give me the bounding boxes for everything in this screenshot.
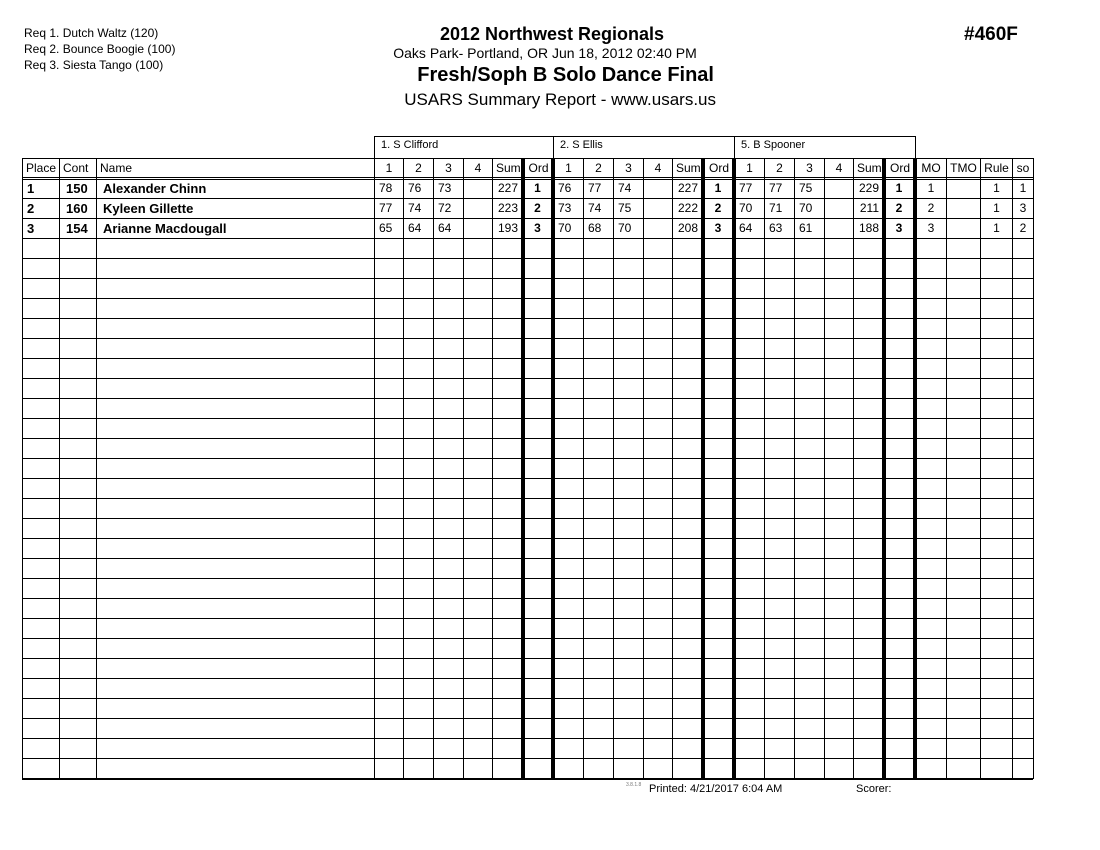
thick-column-divider	[521, 158, 525, 779]
column-header-judge2-s2: 2	[595, 161, 602, 175]
column-divider	[824, 158, 825, 779]
column-header-judge1-s1: 1	[385, 161, 393, 175]
cell-name: Arianne Macdougall	[103, 221, 227, 236]
column-header-judge3-s3: 3	[806, 161, 813, 175]
column-divider	[96, 158, 97, 779]
column-header-judge2-s1: 1	[565, 161, 572, 175]
location-datetime: Oaks Park- Portland, OR Jun 18, 2012 02:40 PM	[393, 45, 697, 61]
cell-judge2-s2: 74	[588, 201, 602, 215]
column-divider	[1012, 158, 1013, 779]
column-divider	[946, 158, 947, 779]
column-divider	[403, 158, 404, 779]
cell-place: 2	[27, 201, 35, 216]
cell-judge1-s1: 65	[379, 221, 393, 235]
column-header-judge2-s4: 4	[654, 161, 662, 175]
version-label: 3.8.1.8	[626, 782, 642, 788]
cell-judge3-s1: 77	[739, 181, 753, 195]
judge-header-2: 2. S Ellis	[553, 136, 735, 158]
cell-judge3-s4	[825, 200, 853, 218]
cell-judge2-s2: 68	[588, 221, 602, 235]
cell-judge1-sum: 227	[497, 181, 518, 195]
cell-judge1-s2: 64	[408, 221, 422, 235]
column-header-judge1-ord: Ord	[528, 161, 549, 175]
cell-judge1-ord: 3	[534, 221, 541, 235]
cell-judge3-sum: 229	[858, 181, 879, 195]
column-divider	[492, 158, 493, 779]
column-header-rule: Rule	[984, 161, 1009, 175]
cell-judge3-s2: 77	[769, 181, 783, 195]
cell-judge1-s1: 77	[379, 201, 393, 215]
cell-mo: 1	[927, 181, 935, 195]
column-header-judge1-s2: 2	[415, 161, 422, 175]
column-header-judge1-sum: Sum	[496, 161, 521, 175]
column-divider	[463, 158, 464, 779]
column-header-judge3-sum: Sum	[857, 161, 882, 175]
cell-judge2-s4	[644, 200, 672, 218]
cell-judge2-sum: 222	[677, 201, 698, 215]
cell-tmo	[947, 180, 980, 198]
column-header-judge2-ord: Ord	[708, 161, 729, 175]
thick-column-divider	[913, 158, 917, 779]
column-header-judge3-s2: 2	[776, 161, 783, 175]
cell-judge1-s3: 72	[438, 201, 452, 215]
cell-tmo	[947, 200, 980, 218]
cell-judge3-ord: 2	[895, 201, 903, 215]
cell-cont: 150	[66, 181, 88, 196]
judge-header-3: 5. B Spooner	[734, 136, 916, 158]
cell-so: 2	[1019, 221, 1027, 235]
cell-judge2-ord: 3	[714, 221, 722, 235]
cell-judge3-s2: 71	[769, 201, 783, 215]
column-divider	[583, 158, 584, 779]
cell-place: 3	[27, 221, 35, 236]
cell-place: 1	[27, 181, 35, 196]
cell-so: 1	[1019, 181, 1027, 195]
cell-judge3-sum: 188	[858, 221, 879, 235]
column-header-so: so	[1016, 161, 1030, 175]
cell-judge2-s1: 73	[558, 201, 572, 215]
cell-judge3-s3: 75	[799, 181, 813, 195]
column-divider	[22, 158, 23, 779]
column-header-judge3-ord: Ord	[889, 161, 910, 175]
column-header-place: Place	[26, 161, 57, 175]
printed-timestamp: Printed: 4/21/2017 6:04 AM	[649, 783, 783, 795]
event-number: #460F	[964, 24, 1018, 45]
column-header-judge1-s4: 4	[474, 161, 482, 175]
column-header-judge2-sum: Sum	[676, 161, 701, 175]
column-header-name: Name	[100, 161, 133, 175]
column-header-tmo: TMO	[950, 161, 977, 175]
cell-judge1-ord: 1	[534, 181, 541, 195]
cell-mo: 3	[927, 221, 935, 235]
cell-judge1-s3: 73	[438, 181, 452, 195]
report-title: USARS Summary Report - www.usars.us	[404, 90, 716, 109]
cell-judge2-s4	[644, 220, 672, 238]
column-header-cont: Cont	[63, 161, 89, 175]
cell-judge2-s3: 75	[618, 201, 632, 215]
cell-rule: 1	[993, 221, 1000, 235]
column-header-judge3-s4: 4	[835, 161, 843, 175]
cell-judge3-ord: 1	[895, 181, 903, 195]
cell-cont: 160	[66, 201, 88, 216]
judge-header-1: 1. S Clifford	[374, 136, 554, 158]
cell-judge2-s3: 74	[618, 181, 632, 195]
thick-column-divider	[701, 158, 705, 779]
thick-column-divider	[882, 158, 886, 779]
cell-judge2-s2: 77	[588, 181, 602, 195]
cell-judge1-s4	[464, 220, 492, 238]
column-divider	[980, 158, 981, 779]
cell-judge1-s4	[464, 180, 492, 198]
column-divider	[1033, 158, 1034, 779]
cell-judge1-sum: 193	[497, 221, 518, 235]
competition-title: 2012 Northwest Regionals	[439, 24, 665, 44]
cell-judge2-s1: 70	[558, 221, 572, 235]
cell-name: Kyleen Gillette	[103, 201, 194, 216]
event-name: Fresh/Soph B Solo Dance Final	[417, 64, 714, 86]
cell-judge1-s1: 78	[379, 181, 393, 195]
requirement-1: Req 1. Dutch Waltz (120)	[24, 26, 159, 40]
thick-column-divider	[551, 158, 555, 779]
cell-judge2-sum: 208	[677, 221, 698, 235]
cell-judge2-sum: 227	[677, 181, 698, 195]
cell-judge3-s4	[825, 180, 853, 198]
column-divider	[853, 158, 854, 779]
cell-judge2-ord: 1	[714, 181, 722, 195]
column-divider	[672, 158, 673, 779]
cell-rule: 1	[993, 201, 1000, 215]
cell-cont: 154	[66, 221, 88, 236]
cell-judge1-s3: 64	[438, 221, 452, 235]
requirement-3: Req 3. Siesta Tango (100)	[24, 58, 164, 72]
cell-judge1-s4	[464, 200, 492, 218]
cell-judge2-s3: 70	[618, 221, 632, 235]
cell-judge3-s2: 63	[769, 221, 783, 235]
cell-judge1-s2: 76	[408, 181, 422, 195]
cell-rule: 1	[993, 181, 1000, 195]
column-divider	[433, 158, 434, 779]
column-divider	[794, 158, 795, 779]
cell-name: Alexander Chinn	[103, 181, 207, 196]
column-divider	[59, 158, 60, 779]
column-header-mo: MO	[921, 161, 941, 175]
column-header-judge1-s3: 3	[445, 161, 452, 175]
cell-judge3-s1: 64	[739, 221, 753, 235]
cell-judge2-s1: 76	[558, 181, 572, 195]
cell-judge3-s3: 70	[799, 201, 813, 215]
column-header-judge2-s3: 3	[625, 161, 632, 175]
column-divider	[374, 158, 375, 779]
cell-judge3-s4	[825, 220, 853, 238]
cell-judge1-ord: 2	[534, 201, 541, 215]
column-divider	[764, 158, 765, 779]
column-divider	[643, 158, 644, 779]
cell-so: 3	[1019, 201, 1027, 215]
cell-judge3-sum: 211	[859, 201, 879, 215]
cell-judge3-s1: 70	[739, 201, 753, 215]
thick-column-divider	[732, 158, 736, 779]
requirement-2: Req 2. Bounce Boogie (100)	[24, 42, 176, 56]
cell-judge1-s2: 74	[408, 201, 422, 215]
cell-mo: 2	[927, 201, 935, 215]
column-header-judge3-s1: 1	[746, 161, 753, 175]
cell-judge2-ord: 2	[714, 201, 722, 215]
cell-judge1-sum: 223	[497, 201, 518, 215]
cell-judge3-ord: 3	[895, 221, 903, 235]
scorer-label: Scorer:	[856, 783, 892, 795]
column-divider	[613, 158, 614, 779]
cell-judge2-s4	[644, 180, 672, 198]
cell-judge3-s3: 61	[799, 221, 813, 235]
cell-tmo	[947, 220, 980, 238]
